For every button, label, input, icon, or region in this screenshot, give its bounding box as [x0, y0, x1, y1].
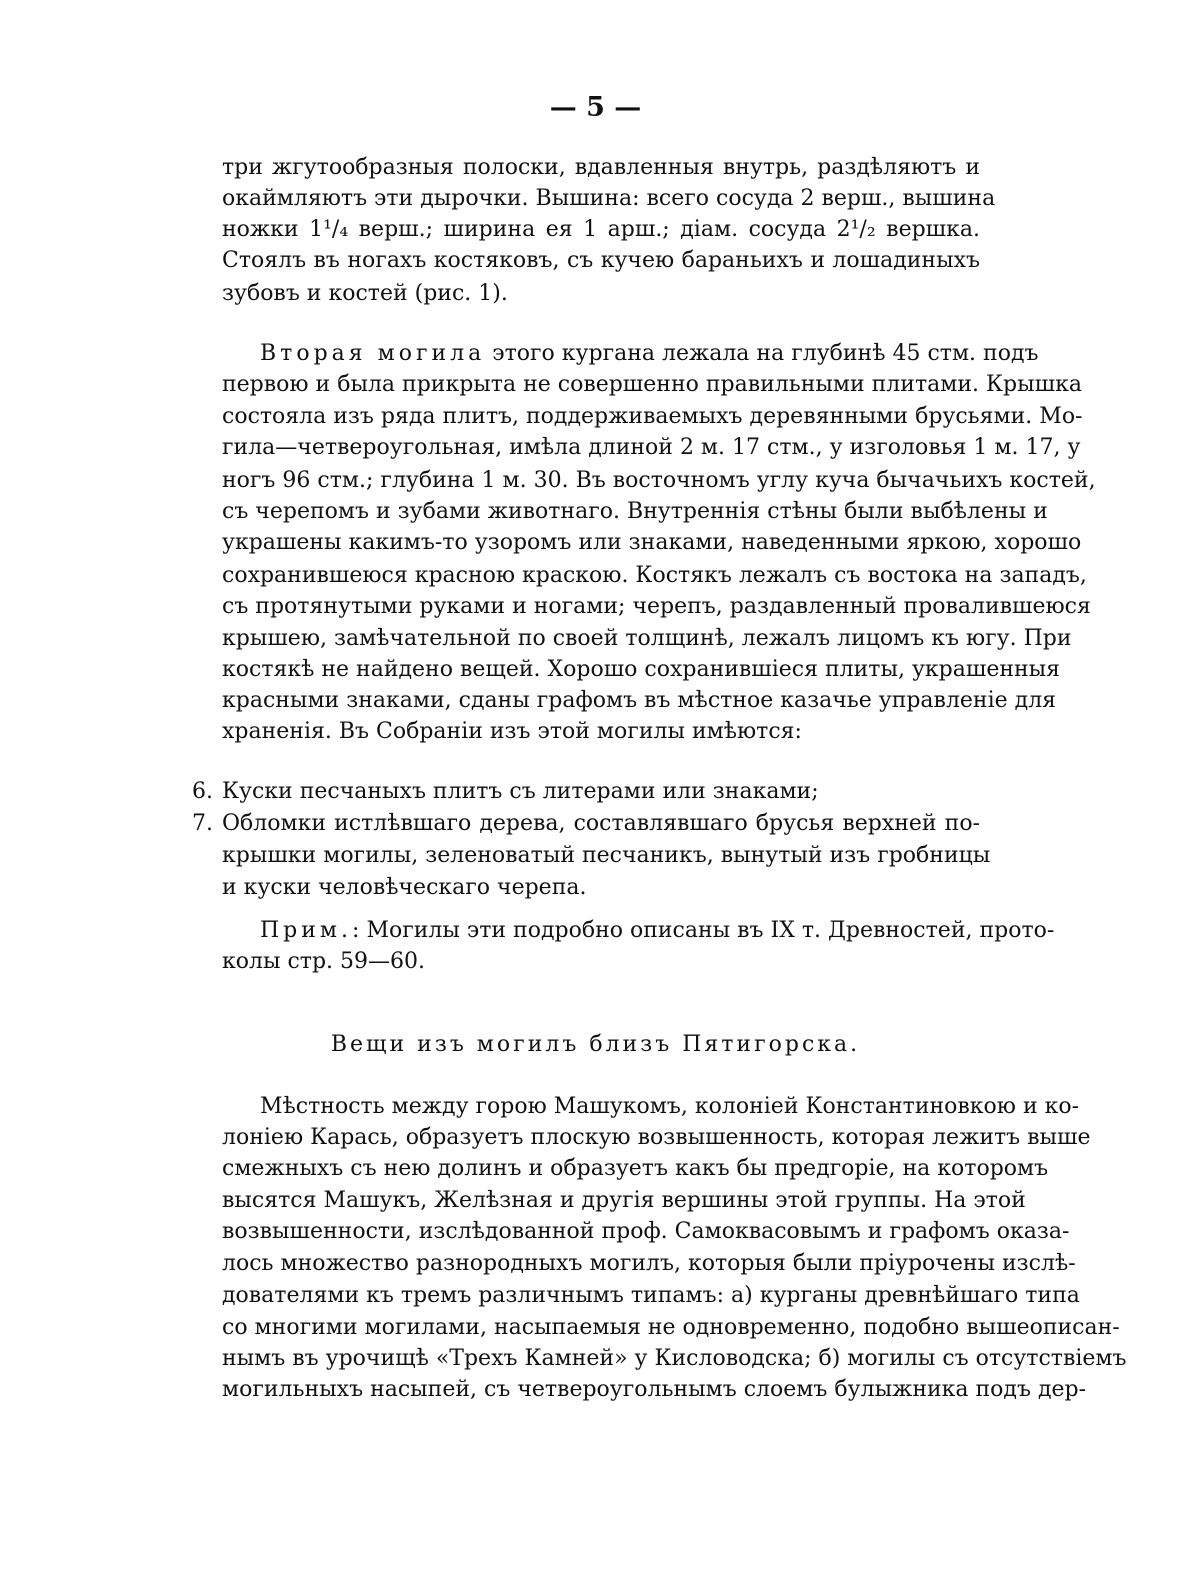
text-line: ногъ 96 стм.; глубина 1 м. 30. Въ восточномъ углу куча бычачьихъ костей,	[222, 468, 1096, 493]
text-fragment: : Могилы эти подробно описаны въ IX т. Древностей, прото-	[352, 918, 1055, 943]
text-line: первою и была прикрыта не совершенно правильными плитами. Крышка	[222, 372, 1082, 397]
list-number: 6.	[192, 779, 213, 804]
section-heading: Вещи изъ могилъ близъ Пятигорска.	[330, 1032, 861, 1057]
text-line: лось множество разнородныхъ могилъ, которыя были пріурочены изслѣ-	[222, 1251, 1076, 1276]
text-line	[260, 339, 1039, 369]
text-line: колы стр. 59—60.	[222, 949, 426, 974]
text-line: возвышенности, изслѣдованной проф. Самоквасовымъ и графомъ оказа-	[222, 1219, 1070, 1244]
text-line: крышею, замѣчательной по своей толщинѣ, лежалъ лицомъ къ югу. При	[222, 626, 1072, 651]
text-line: окаймляютъ эти дырочки. Вышина: всего сосуда 2 верш., вышина	[222, 186, 996, 211]
list-item-text: Обломки истлѣвшаго дерева, составлявшаго брусья верхней по-	[222, 811, 980, 836]
text-line: лоніею Карась, образуетъ плоскую возвышенность, которая лежитъ выше	[222, 1125, 1091, 1150]
text-line: Стоялъ въ ногахъ костяковъ, съ кучею бараньихъ и лошадиныхъ	[222, 248, 980, 273]
text-line: Мѣстность между горою Машукомъ, колоніей Константиновкою и ко-	[260, 1094, 1080, 1119]
text-line: зубовъ и костей (рис. 1).	[222, 281, 508, 306]
list-item-text: и куски человѣческаго черепа.	[222, 875, 587, 900]
text-line: съ черепомъ и зубами животнаго. Внутреннія стѣны были выбѣлены и	[222, 499, 1048, 524]
text-line: ножки 1¹/₄ верш.; ширина ея 1 арш.; діам. сосуда 2¹/₂ вершка.	[222, 217, 980, 242]
text-line: красными знаками, сданы графомъ въ мѣстное казачье управленіе для	[222, 688, 1057, 713]
text-line: три жгутообразныя полоски, вдавленныя внутрь, раздѣляютъ и	[222, 155, 980, 180]
text-line: нымъ въ урочищѣ «Трехъ Камней» у Кисловодска; б) могилы съ отсутствіемъ	[222, 1346, 1127, 1371]
text-line: костякѣ не найдено вещей. Хорошо сохранившіеся плиты, украшенныя	[222, 657, 1061, 682]
text-line: дователями къ тремъ различнымъ типамъ: а) курганы древнѣйшаго типа	[222, 1283, 1080, 1308]
spaced-lead: Вторая могила	[260, 341, 486, 366]
text-line: смежныхъ съ нею долинъ и образуетъ какъ бы предгоріе, на которомъ	[222, 1156, 1049, 1181]
text-line: состояла изъ ряда плитъ, поддерживаемыхъ деревянными брусьями. Мо-	[222, 404, 1083, 429]
text-line: гила—четвероугольная, имѣла длиной 2 м. 17 стм., у изголовья 1 м. 17, у	[222, 435, 1081, 460]
list-item-text: Куски песчаныхъ плитъ съ литерами или знаками;	[222, 779, 819, 804]
text-line: со многими могилами, насыпаемыя не одновременно, подобно вышеописан-	[222, 1315, 1120, 1340]
text-line	[260, 916, 1055, 946]
page-number: — 5 —	[549, 92, 642, 123]
text-line: сохранившеюся красною краскою. Костякъ лежалъ съ востока на западъ,	[222, 563, 1087, 588]
text-line: украшены какимъ-то узоромъ или знаками, наведенными яркою, хорошо	[222, 530, 1082, 555]
list-number: 7.	[192, 811, 213, 836]
text-line: храненія. Въ Собраніи изъ этой могилы имѣются:	[222, 719, 802, 744]
list-item-text: крышки могилы, зеленоватый песчаникъ, вынутый изъ гробницы	[222, 843, 991, 868]
note-label: Прим.	[260, 918, 353, 943]
text-line: могильныхъ насыпей, съ четвероугольнымъ слоемъ булыжника подъ дер-	[222, 1377, 1087, 1402]
text-fragment: этого кургана лежала на глубинѣ 45 стм. подъ	[485, 341, 1039, 366]
text-line: высятся Машукъ, Желѣзная и другія вершины этой группы. На этой	[222, 1188, 1026, 1213]
text-line: съ протянутыми руками и ногами; черепъ, раздавленный провалившеюся	[222, 594, 1091, 619]
